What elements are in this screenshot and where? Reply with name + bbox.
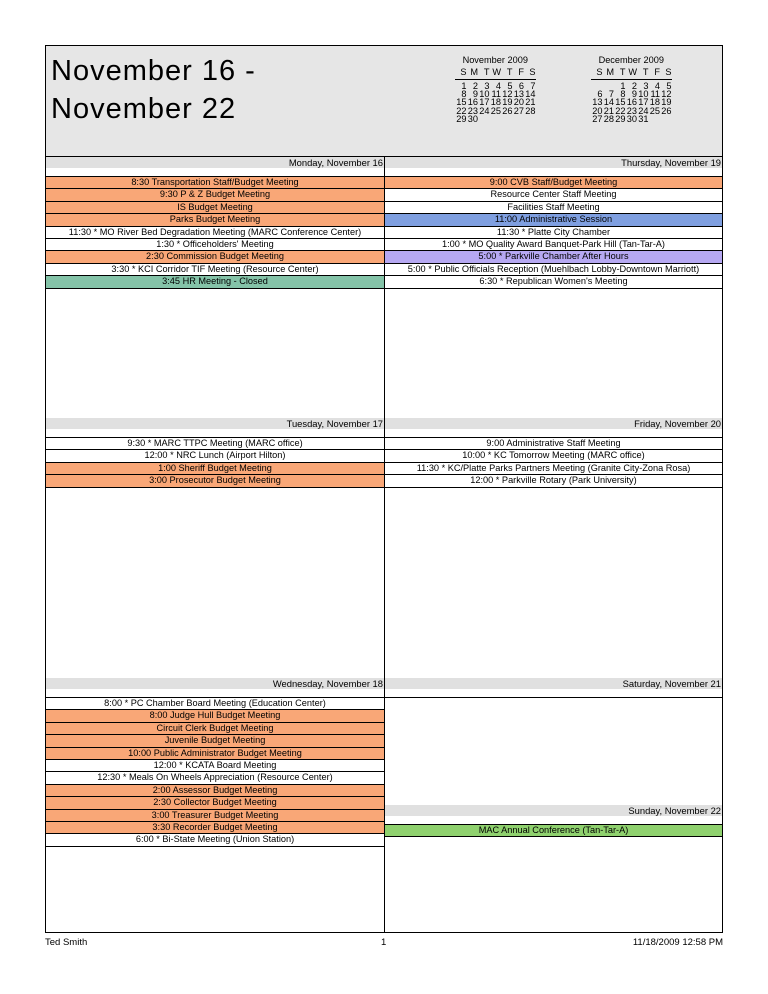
calendar-event[interactable]: 1:00 Sheriff Budget Meeting bbox=[46, 463, 384, 475]
calendar-event[interactable]: 3:45 HR Meeting - Closed bbox=[46, 276, 384, 288]
mini-calendar-date[interactable]: 6 bbox=[518, 80, 524, 91]
calendar-event[interactable]: 3:00 Treasurer Budget Meeting bbox=[46, 810, 384, 822]
mini-calendar-date[interactable]: 30 bbox=[467, 114, 478, 125]
calendar-event[interactable]: 9:30 * MARC TTPC Meeting (MARC office) bbox=[46, 438, 384, 450]
mini-calendar-date[interactable]: 3 bbox=[484, 80, 490, 91]
right-column bbox=[385, 157, 722, 932]
mini-calendar-date[interactable]: 1 bbox=[461, 80, 467, 91]
mini-calendar-date[interactable]: 20 bbox=[592, 105, 603, 116]
mini-calendar-date[interactable]: 10 bbox=[638, 89, 649, 100]
calendar-event[interactable]: MAC Annual Conference (Tan-Tar-A) bbox=[385, 825, 722, 837]
calendar-event[interactable]: 1:30 * Officeholders' Meeting bbox=[46, 239, 384, 251]
mini-calendar-date[interactable]: 3 bbox=[643, 80, 649, 91]
mini-calendar-date[interactable] bbox=[524, 115, 536, 123]
calendar-event[interactable]: 5:00 * Parkville Chamber After Hours bbox=[385, 251, 722, 263]
calendar-event[interactable]: 12:30 * Meals On Wheels Appreciation (Resource Center) bbox=[46, 772, 384, 784]
mini-calendar-date[interactable]: 20 bbox=[513, 97, 524, 108]
mini-calendar-date[interactable]: 29 bbox=[456, 114, 467, 125]
mini-calendar-date[interactable]: 18 bbox=[490, 97, 501, 108]
calendar-event[interactable]: 1:00 * MO Quality Award Banquet-Park Hill (Tan-Tar-A) bbox=[385, 239, 722, 251]
weekday-label: S bbox=[455, 68, 467, 79]
calendar-event[interactable]: Resource Center Staff Meeting bbox=[385, 189, 722, 201]
mini-calendar-date[interactable]: 5 bbox=[666, 80, 672, 91]
week-title bbox=[51, 52, 256, 128]
mini-calendar-date[interactable]: 29 bbox=[615, 114, 626, 125]
calendar-event[interactable]: 5:00 * Public Officials Reception (Muehlbach Lobby-Downtown Marriott) bbox=[385, 264, 722, 276]
day-all-day-row bbox=[46, 429, 384, 438]
day-header: Tuesday, November 17 bbox=[46, 418, 384, 429]
day-header: Monday, November 16 bbox=[46, 157, 384, 168]
mini-calendar-date[interactable]: 9 bbox=[631, 89, 637, 100]
day-all-day-row bbox=[385, 689, 722, 698]
weekday-label: M bbox=[603, 68, 615, 79]
calendar-event[interactable]: 6:30 * Republican Women's Meeting bbox=[385, 276, 722, 288]
calendar-event[interactable]: Facilities Staff Meeting bbox=[385, 202, 722, 214]
calendar-event[interactable]: 3:00 Prosecutor Budget Meeting bbox=[46, 475, 384, 487]
mini-calendar-grid bbox=[455, 68, 536, 123]
footer-owner: Ted Smith bbox=[45, 937, 88, 948]
mini-calendar-date[interactable] bbox=[660, 115, 672, 123]
mini-calendar-date[interactable]: 10 bbox=[479, 89, 490, 100]
mini-calendar-date[interactable]: 15 bbox=[615, 97, 626, 108]
weekday-label: M bbox=[467, 68, 479, 79]
week-title-line1: November 16 - bbox=[51, 55, 256, 87]
calendar-event[interactable]: 9:00 Administrative Staff Meeting bbox=[385, 438, 722, 450]
mini-calendar-date[interactable]: 14 bbox=[525, 89, 536, 100]
mini-calendar-date[interactable]: 1 bbox=[620, 80, 626, 91]
calendar-event[interactable]: Circuit Clerk Budget Meeting bbox=[46, 723, 384, 735]
day-all-day-row bbox=[46, 689, 384, 698]
mini-calendar-date[interactable] bbox=[501, 115, 513, 123]
mini-calendar-title: November 2009 bbox=[462, 55, 528, 65]
mini-calendar-date[interactable]: 12 bbox=[661, 89, 672, 100]
mini-calendar-date[interactable]: 17 bbox=[479, 97, 490, 108]
day-header: Wednesday, November 18 bbox=[46, 678, 384, 689]
weekday-label: S bbox=[591, 68, 603, 79]
calendar-event[interactable]: 12:00 * Parkville Rotary (Park University) bbox=[385, 475, 722, 487]
weekday-label: F bbox=[513, 68, 525, 79]
calendar-event[interactable]: 8:00 * PC Chamber Board Meeting (Education Center) bbox=[46, 698, 384, 710]
mini-calendar-date[interactable]: 14 bbox=[603, 97, 614, 108]
mini-calendar-date[interactable]: 17 bbox=[638, 97, 649, 108]
calendar-event[interactable]: Juvenile Budget Meeting bbox=[46, 735, 384, 747]
mini-calendar-date[interactable]: 19 bbox=[661, 97, 672, 108]
mini-calendar-date[interactable]: 13 bbox=[513, 89, 524, 100]
calendar-page bbox=[45, 45, 723, 933]
mini-calendar-december bbox=[591, 56, 672, 124]
weekday-label: S bbox=[524, 68, 536, 79]
mini-calendar-date[interactable]: 16 bbox=[467, 97, 478, 108]
mini-calendar-date[interactable]: 21 bbox=[525, 97, 536, 108]
day-friday bbox=[385, 418, 722, 488]
mini-calendar-date[interactable]: 23 bbox=[626, 105, 637, 116]
day-thursday bbox=[385, 157, 722, 289]
mini-calendar-date[interactable]: 23 bbox=[467, 105, 478, 116]
weekday-label: W bbox=[626, 68, 638, 79]
weekday-label: F bbox=[649, 68, 661, 79]
mini-calendar-november bbox=[455, 56, 536, 124]
mini-calendar-date[interactable]: 2 bbox=[472, 80, 478, 91]
day-header: Sunday, November 22 bbox=[385, 805, 722, 816]
day-all-day-row bbox=[385, 429, 722, 438]
day-sunday bbox=[385, 805, 722, 837]
weekday-label: W bbox=[490, 68, 502, 79]
weekday-label: S bbox=[660, 68, 672, 79]
mini-calendar-date[interactable]: 28 bbox=[603, 114, 614, 125]
calendar-event[interactable]: 11:00 Administrative Session bbox=[385, 214, 722, 226]
calendar-event[interactable]: 10:00 Public Administrator Budget Meeting bbox=[46, 748, 384, 760]
calendar-event[interactable]: 11:30 * KC/Platte Parks Partners Meeting (Granite City-Zona Rosa) bbox=[385, 463, 722, 475]
mini-calendar-date[interactable]: 24 bbox=[638, 105, 649, 116]
mini-calendar-date[interactable]: 6 bbox=[597, 89, 603, 100]
day-all-day-row bbox=[46, 168, 384, 177]
mini-calendar-date[interactable]: 21 bbox=[603, 105, 614, 116]
mini-calendar-date[interactable]: 26 bbox=[661, 105, 672, 116]
weekday-label: T bbox=[501, 68, 513, 79]
calendar-event[interactable]: 2:30 Commission Budget Meeting bbox=[46, 251, 384, 263]
mini-calendar-date[interactable]: 30 bbox=[626, 114, 637, 125]
mini-calendar-date[interactable]: 16 bbox=[626, 97, 637, 108]
day-header: Thursday, November 19 bbox=[385, 157, 722, 168]
calendar-event[interactable]: 9:00 CVB Staff/Budget Meeting bbox=[385, 177, 722, 189]
calendar-event[interactable]: Parks Budget Meeting bbox=[46, 214, 384, 226]
day-header: Saturday, November 21 bbox=[385, 678, 722, 689]
week-title-line2: November 22 bbox=[51, 93, 237, 125]
mini-calendar-date[interactable]: 9 bbox=[472, 89, 478, 100]
calendar-event[interactable]: 8:00 Judge Hull Budget Meeting bbox=[46, 710, 384, 722]
calendar-event[interactable]: 9:30 P & Z Budget Meeting bbox=[46, 189, 384, 201]
mini-calendar-title: December 2009 bbox=[598, 55, 664, 65]
mini-calendar-date[interactable] bbox=[478, 115, 490, 123]
calendar-event[interactable]: 6:00 * Bi-State Meeting (Union Station) bbox=[46, 834, 384, 846]
mini-calendar-date[interactable]: 25 bbox=[490, 105, 501, 116]
weekday-label: T bbox=[637, 68, 649, 79]
calendar-event[interactable]: IS Budget Meeting bbox=[46, 202, 384, 214]
mini-calendar-date[interactable]: 11 bbox=[491, 89, 501, 100]
calendar-event[interactable]: 2:00 Assessor Budget Meeting bbox=[46, 785, 384, 797]
footer-printed: 11/18/2009 12:58 PM bbox=[632, 937, 723, 948]
mini-calendar-date[interactable] bbox=[649, 115, 661, 123]
mini-calendar-date[interactable] bbox=[513, 115, 525, 123]
mini-calendar-date[interactable]: 13 bbox=[592, 97, 603, 108]
mini-calendar-date[interactable]: 18 bbox=[649, 97, 660, 108]
calendar-event[interactable]: 10:00 * KC Tomorrow Meeting (MARC office) bbox=[385, 450, 722, 462]
mini-calendar-date[interactable]: 22 bbox=[456, 105, 467, 116]
day-header: Friday, November 20 bbox=[385, 418, 722, 429]
calendar-event[interactable]: 3:30 * KCI Corridor TIF Meeting (Resource Center) bbox=[46, 264, 384, 276]
mini-calendar-date[interactable]: 7 bbox=[608, 89, 614, 100]
calendar-event[interactable]: 12:00 * NRC Lunch (Airport Hilton) bbox=[46, 450, 384, 462]
mini-calendar-grid bbox=[591, 68, 672, 123]
calendar-event[interactable]: 3:30 Recorder Budget Meeting bbox=[46, 822, 384, 834]
mini-calendar-date[interactable]: 27 bbox=[592, 114, 603, 125]
left-column bbox=[46, 157, 385, 932]
day-all-day-row bbox=[385, 168, 722, 177]
mini-calendar-date[interactable]: 4 bbox=[495, 80, 501, 91]
mini-calendar-date[interactable]: 15 bbox=[456, 97, 467, 108]
calendar-event[interactable]: 11:30 * Platte City Chamber bbox=[385, 227, 722, 239]
mini-calendar-date[interactable]: 4 bbox=[654, 80, 660, 91]
mini-calendar-date[interactable]: 28 bbox=[525, 105, 536, 116]
calendar-event[interactable]: 8:30 Transportation Staff/Budget Meeting bbox=[46, 177, 384, 189]
mini-calendar-date[interactable]: 11 bbox=[650, 89, 660, 100]
week-header bbox=[46, 46, 722, 157]
calendar-event[interactable]: 2:30 Collector Budget Meeting bbox=[46, 797, 384, 809]
mini-calendar-date[interactable]: 31 bbox=[638, 114, 649, 125]
day-all-day-row bbox=[385, 816, 722, 825]
mini-calendar-date[interactable] bbox=[490, 115, 502, 123]
mini-calendar-date[interactable]: 5 bbox=[507, 80, 513, 91]
weekday-label: T bbox=[614, 68, 626, 79]
mini-calendar-date[interactable]: 12 bbox=[502, 89, 513, 100]
mini-calendar-date[interactable]: 25 bbox=[649, 105, 660, 116]
mini-calendar-date[interactable]: 8 bbox=[461, 89, 467, 100]
weekday-label: T bbox=[478, 68, 490, 79]
calendar-event[interactable]: 12:00 * KCATA Board Meeting bbox=[46, 760, 384, 772]
mini-calendar-date[interactable]: 22 bbox=[615, 105, 626, 116]
mini-calendar-date[interactable]: 26 bbox=[502, 105, 513, 116]
calendar-event[interactable]: 11:30 * MO River Bed Degradation Meeting (MARC Conference Center) bbox=[46, 227, 384, 239]
mini-calendar-date[interactable]: 8 bbox=[620, 89, 626, 100]
day-wednesday bbox=[46, 678, 384, 847]
day-monday bbox=[46, 157, 384, 289]
mini-calendar-date[interactable]: 19 bbox=[502, 97, 513, 108]
footer-page-number: 1 bbox=[381, 937, 387, 948]
day-saturday bbox=[385, 678, 722, 698]
mini-calendar-date[interactable]: 24 bbox=[479, 105, 490, 116]
mini-calendar-date[interactable]: 2 bbox=[631, 80, 637, 91]
mini-calendar-date[interactable]: 7 bbox=[530, 80, 536, 91]
day-tuesday bbox=[46, 418, 384, 488]
mini-calendar-date[interactable]: 27 bbox=[513, 105, 524, 116]
